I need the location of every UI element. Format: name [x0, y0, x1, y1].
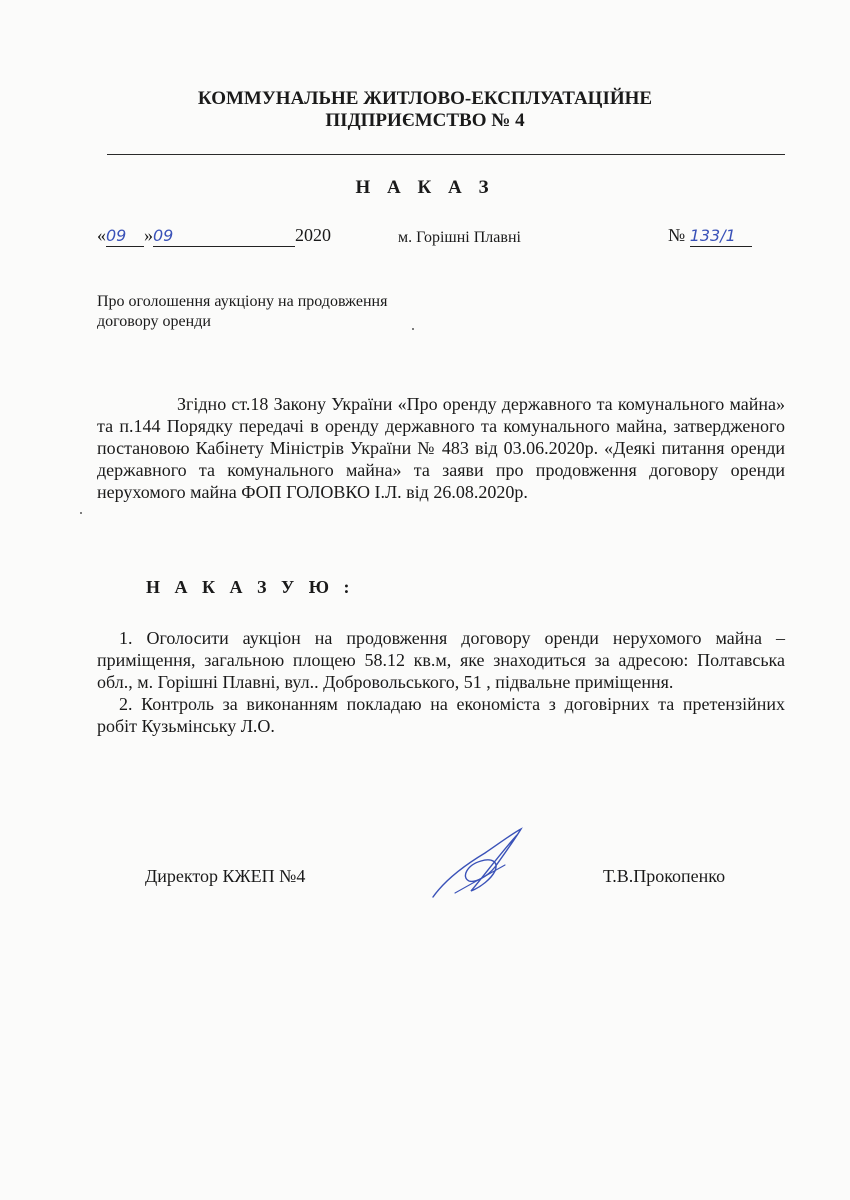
number-value: 133/1 — [689, 226, 736, 245]
place-of-issue: м. Горішні Плавні — [398, 229, 521, 246]
subject-line1: Про оголошення аукціону на продовження — [97, 293, 388, 310]
signatory-role: Директор КЖЕП №4 — [145, 866, 306, 886]
order-items — [97, 627, 785, 737]
order-item-1: 1. Оголосити аукціон на продовження договору оренди нерухомого майна – приміщення, загальною площею 58.12 кв.м, яке знаходиться за адресою: Полтавська обл., м. Горішні Плавні, вул.. Добровольського, 51 , підвальне приміщення. — [97, 628, 785, 692]
date-month: 09 — [153, 226, 174, 245]
scan-speck — [80, 512, 82, 514]
date-close-quote: » — [144, 225, 153, 245]
date-day: 09 — [106, 226, 127, 245]
subject — [97, 292, 437, 332]
order-number — [668, 225, 752, 247]
handwritten-signature — [425, 825, 535, 905]
date-line — [97, 225, 331, 247]
date-open-quote: « — [97, 225, 106, 245]
preamble-paragraph: Згідно ст.18 Закону України «Про оренду державного та комунального майна» та п.144 Порядку передачі в оренду державного та комунального майна, затвердженого постановою Кабінету Міністрів України № 483 від 03.06.2020р. «Деякі питання оренди державного та комунального майна» та заяви про продовження договору оренди нерухомого майна ФОП ГОЛОВКО І.Л. від 26.08.2020р. — [97, 394, 785, 502]
org-name-line1: КОММУНАЛЬНЕ ЖИТЛОВО-ЕКСПЛУАТАЦІЙНЕ — [197, 88, 653, 109]
subject-line2: договору оренди — [97, 313, 211, 330]
number-symbol: № — [668, 225, 686, 245]
signatory-name: Т.В.Прокопенко — [603, 866, 726, 886]
org-header — [0, 88, 850, 132]
header-divider — [107, 154, 785, 155]
scan-speck — [412, 328, 414, 330]
order-item-2: 2. Контроль за виконанням покладаю на економіста з договірних та претензійних робіт Кузьмінську Л.О. — [97, 694, 785, 736]
org-name-line2: ПІДПРИЄМСТВО № 4 — [325, 110, 525, 131]
date-year: 2020 — [295, 225, 331, 245]
order-heading: Н А К А З У Ю : — [146, 577, 355, 597]
document-title: Н А К А З — [355, 177, 495, 198]
